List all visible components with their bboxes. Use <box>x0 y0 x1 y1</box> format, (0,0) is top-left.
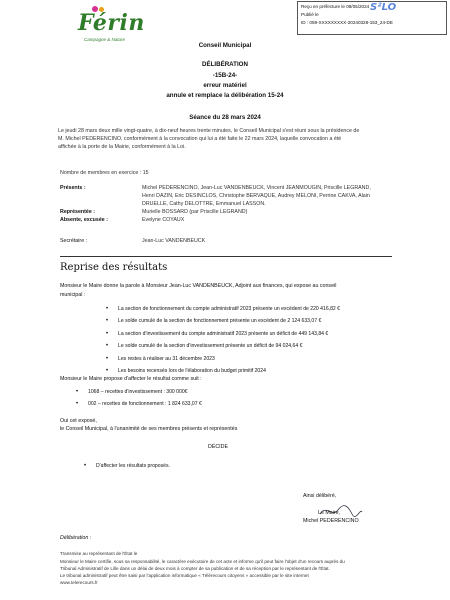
intro-line-3: affichée à la porte de la Mairie, conformément à la Loi. <box>58 144 186 150</box>
doc-subtitle: erreur matériel <box>203 82 247 89</box>
list-item: • La section d'investissement du compte administratif 2023 présente un déficit de 449 143,84 € <box>118 328 340 340</box>
footer-line-4: Le tribunal administratif peut être saisi par l'application informatique « Télérecours citoyens » accessible par le site internet <box>60 573 309 578</box>
present-line-3: DRUELLE, Cathy DELOTTRE, Emmanuel LASSON. <box>142 201 266 207</box>
list-item: • Le solde cumulé de la section d'investissement présente un déficit de 94 024,64 € <box>118 340 340 352</box>
list-item: • Les besoins recensés lors de l'élaboration du budget primitif 2024 <box>118 365 340 377</box>
represented-label: Représentée : <box>60 209 96 215</box>
session-date: Séance du 28 mars 2024 <box>189 114 261 121</box>
list-item: • D'affecter les résultats proposés. <box>96 460 170 472</box>
logo-word: Férin <box>78 10 145 36</box>
list-item: • Le solde cumulé de la section de fonctionnement présente un excédent de 2 124 633,07 € <box>118 315 340 327</box>
council-title: Conseil Municipal <box>198 42 252 49</box>
footer-line-5: www.telerecours.fr <box>60 580 98 585</box>
intro-line-2: M. Michel PEDERENCINO, conformément à la convocation qui lui a été faite le 22 mars 2024, laquelle convocation a été <box>58 136 342 142</box>
absent-label: Absente, excusée : <box>60 217 108 223</box>
list-item: • 002 – recettes de fonctionnement : 1 824 633,07 € <box>88 398 202 410</box>
footer-heading: Délibération : <box>60 535 92 541</box>
heard-text: Oui cet exposé, <box>60 418 97 424</box>
absent-value: Evelyne COYAUX <box>142 217 185 223</box>
footer-line-2: Monsieur le Maire certifie, sous sa responsabilité, le caractère exécutoire de cet acte et informe qu'il peut faire l'objet d'un recours auprès du <box>60 559 345 564</box>
members-count: Nombre de membres en exercice : 15 <box>60 170 149 176</box>
results-list <box>118 303 340 377</box>
secretary-label: Secrétaire : <box>60 238 88 244</box>
footer-line-3: Tribunal Administratif de Lille dans un délai de deux mois à compter de sa publication et de sa réception par le représentant de l'État. <box>60 566 330 571</box>
deliberation-number: -15B-24- <box>212 72 238 79</box>
secretary-value: Jean-Luc VANDENBEUCK <box>142 238 206 244</box>
present-label: Présents : <box>60 185 86 191</box>
closing-text: Ainsi délibéré, <box>303 493 337 499</box>
section-title: Reprise des résultats <box>60 262 168 273</box>
intro-line-1: Le jeudi 28 mars deux mille vingt-quatre, à dix-neuf heures trente minutes, le Conseil Municipal s'est réuni sous la présidence de <box>58 128 360 134</box>
decides-heading: DÉCIDE <box>208 444 229 450</box>
council-unanimity: le Conseil Municipal, à l'unanimité de ses membres présents et représentés <box>60 426 238 432</box>
section-lead-2: municipal : <box>60 292 86 298</box>
doc-type: DÉLIBÉRATION <box>202 61 248 68</box>
list-item: • La section de fonctionnement du compte administratif 2023 présente un excédent de 220 416,82 € <box>118 303 340 315</box>
signature-name: Michel PEDERENCINO <box>303 518 359 524</box>
doc-subtitle-2: annule et remplace la délibération 15-24 <box>166 92 284 99</box>
stamp-line-1: Reçu en préfecture le 08/05/2024 <box>301 4 370 9</box>
stamp-line-2: Publié le <box>301 12 319 17</box>
logo-tagline: Campagne & Nature <box>84 37 126 42</box>
list-item: • 1068 – recettes d'investissement : 300 000€ <box>88 386 202 398</box>
present-line-1: Michel PEDERENCINO, Jean-Luc VANDENBEUCK, Vincent JEANMOUGIN, Priscille LEGRAND, <box>142 185 371 191</box>
signature-role: Le Maire, <box>318 510 341 516</box>
section-lead-1: Monsieur le Maire donne la parole à Monsieur Jean-Luc VANDENBEUCK, Adjoint aux finances, qui expose au conseil <box>60 283 337 289</box>
present-line-2: Henri DAZIN, Eric DESINCLOS, Christophe BERVAQUE, Audrey MELONI, Perrine CAKVA, Alain <box>142 193 370 199</box>
stamp-signature-mark: S²LO <box>370 2 397 13</box>
proposal-text: Monsieur le Maire propose d'affecter le résultat comme suit : <box>60 376 202 382</box>
decision-list <box>96 460 170 472</box>
stamp-line-3: ID : 059-XXXXXXXXX-20240328-153_24-DE <box>301 20 393 25</box>
allocation-list <box>88 386 202 410</box>
section-divider <box>60 256 392 257</box>
footer-line-1: Transmise au représentant de l'État le <box>60 551 138 556</box>
represented-value: Murielle BOSSARD (par Priscille LEGRAND) <box>142 209 248 215</box>
list-item: • Les restes à réaliser au 31 décembre 2023 <box>118 353 340 365</box>
